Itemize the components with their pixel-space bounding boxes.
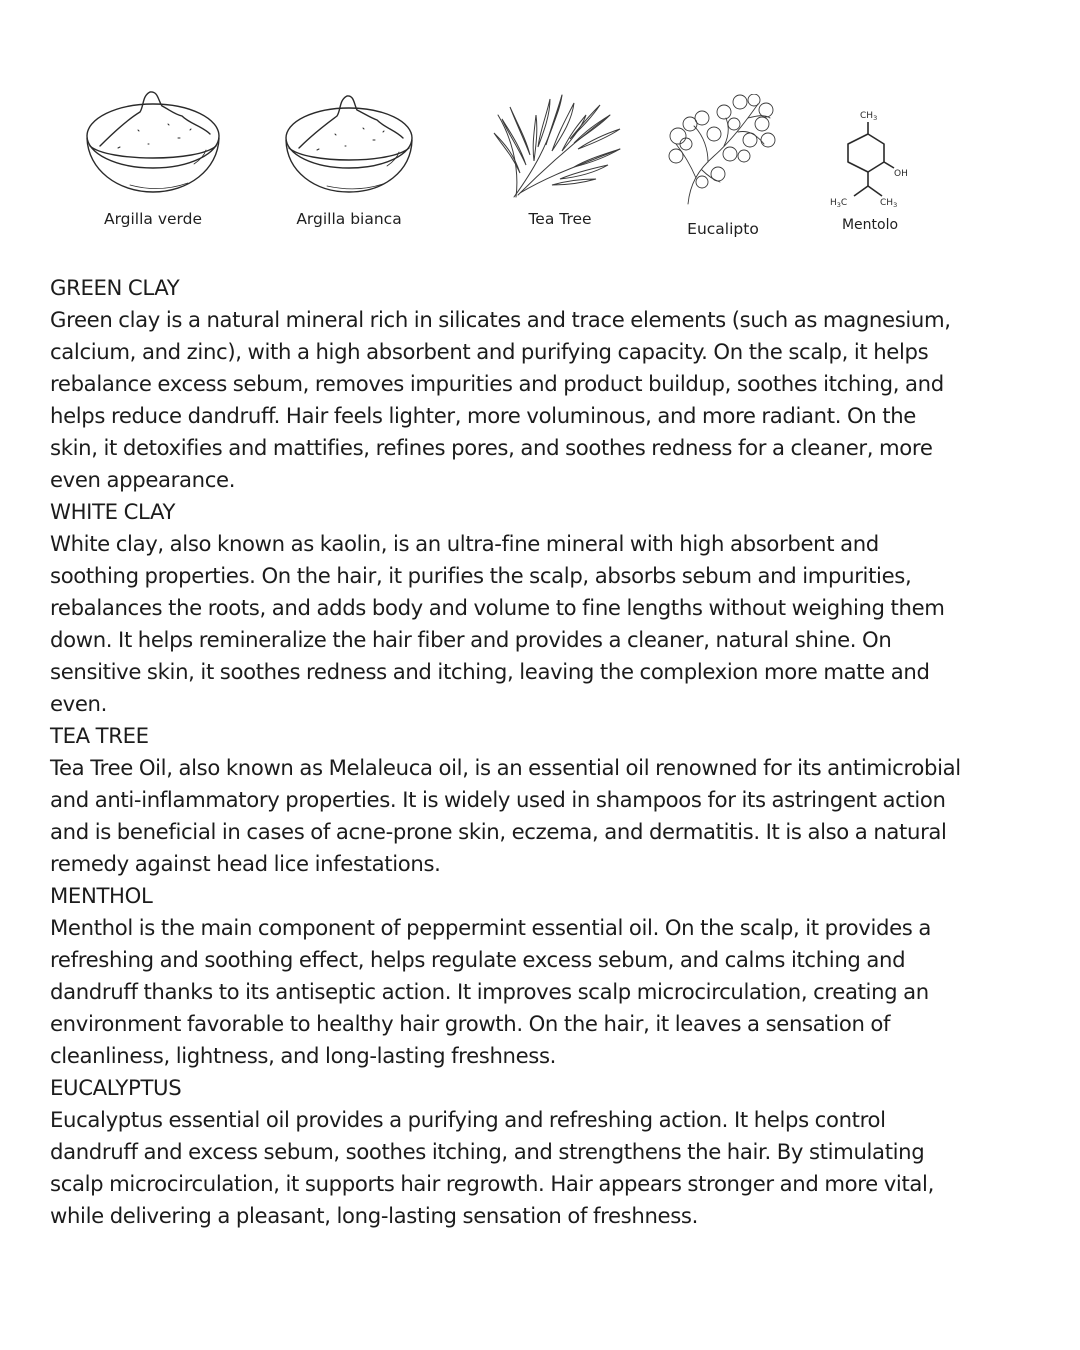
formula-ch3-right: $CH_3$ <box>880 198 898 209</box>
clay-bowl-icon <box>279 92 419 198</box>
text-line: environment favorable to healthy hair growth. On the hair, it leaves a sensation of <box>50 1011 891 1036</box>
text-line: Eucalyptus essential oil provides a purifying and refreshing action. It helps control <box>50 1107 886 1132</box>
section-title: WHITE CLAY <box>50 499 176 524</box>
ingredient-tea-tree <box>490 85 630 245</box>
text-line: rebalance excess sebum, removes impurities and product buildup, soothes itching, and <box>50 371 944 396</box>
text-line: Menthol is the main component of peppermint essential oil. On the scalp, it provides a <box>50 915 931 940</box>
text-line: while delivering a pleasant, long-lasting sensation of freshness. <box>50 1203 698 1228</box>
section-body <box>50 528 1040 720</box>
section-title: EUCALYPTUS <box>50 1075 182 1100</box>
text-line: Tea Tree Oil, also known as Melaleuca oil, is an essential oil renowned for its antimicrobial <box>50 755 961 780</box>
text-line: scalp microcirculation, it supports hair regrowth. Hair appears stronger and more vital, <box>50 1171 934 1196</box>
text-line: soothing properties. On the hair, it purifies the scalp, absorbs sebum and impurities, <box>50 563 912 588</box>
clay-bowl-icon <box>78 88 228 198</box>
formula-h3c: $H_3C$ <box>830 198 848 209</box>
ingredients-description <box>50 272 1040 1232</box>
text-line: calcium, and zinc), with a high absorbent and purifying capacity. On the scalp, it helps <box>50 339 929 364</box>
eucalyptus-branch-icon <box>668 94 778 206</box>
text-line: sensitive skin, it soothes redness and itching, leaving the complexion more matte and <box>50 659 930 684</box>
section-body <box>50 912 1040 1072</box>
text-line: skin, it detoxifies and mattifies, refines pores, and soothes redness for a cleaner, more <box>50 435 933 460</box>
section-title: TEA TREE <box>50 723 149 748</box>
text-line: and anti-inflammatory properties. It is widely used in shampoos for its astringent action <box>50 787 946 812</box>
section-title: MENTHOL <box>50 883 153 908</box>
formula-oh: OH <box>894 169 908 179</box>
section-tea-tree <box>50 720 1040 880</box>
text-line: down. It helps remineralize the hair fiber and provides a cleaner, natural shine. On <box>50 627 892 652</box>
text-line: refreshing and soothing effect, helps regulate excess sebum, and calms itching and <box>50 947 906 972</box>
section-eucalyptus <box>50 1072 1040 1232</box>
text-line: helps reduce dandruff. Hair feels lighter, more voluminous, and more radiant. On the <box>50 403 916 428</box>
text-line: cleanliness, lightness, and long-lasting freshness. <box>50 1043 557 1068</box>
text-line: dandruff thanks to its antiseptic action. It improves scalp microcirculation, creating an <box>50 979 929 1004</box>
ingredient-white-clay <box>279 92 419 242</box>
text-line: even appearance. <box>50 467 236 492</box>
text-line: White clay, also known as kaolin, is an ultra-fine mineral with high absorbent and <box>50 531 879 556</box>
section-menthol <box>50 880 1040 1072</box>
text-line: rebalances the roots, and adds body and volume to fine lengths without weighing them <box>50 595 945 620</box>
section-title: GREEN CLAY <box>50 275 180 300</box>
section-body <box>50 304 1040 496</box>
ingredient-eucalyptus <box>668 94 778 244</box>
formula-ch3-top: $CH_3$ <box>860 111 878 122</box>
ingredient-menthol <box>820 106 920 246</box>
icon-label: Tea Tree <box>528 210 592 228</box>
section-body <box>50 752 1040 880</box>
text-line: and is beneficial in cases of acne-prone skin, eczema, and dermatitis. It is also a natural <box>50 819 947 844</box>
text-line: even. <box>50 691 108 716</box>
ingredient-icons-row <box>0 80 1080 250</box>
menthol-molecule-icon <box>820 106 920 210</box>
text-line: dandruff and excess sebum, soothes itching, and strengthens the hair. By stimulating <box>50 1139 925 1164</box>
tea-tree-branch-icon <box>490 85 630 203</box>
icon-label: Argilla verde <box>103 210 203 228</box>
section-white-clay <box>50 496 1040 720</box>
text-line: Green clay is a natural mineral rich in silicates and trace elements (such as magnesium, <box>50 307 951 332</box>
icon-label: Argilla bianca <box>296 210 402 228</box>
section-green-clay <box>50 272 1040 496</box>
icon-label: Eucalipto <box>687 220 759 238</box>
text-line: remedy against head lice infestations. <box>50 851 441 876</box>
ingredient-green-clay <box>78 88 228 238</box>
icon-label: Mentolo <box>841 217 899 233</box>
section-body <box>50 1104 1040 1232</box>
